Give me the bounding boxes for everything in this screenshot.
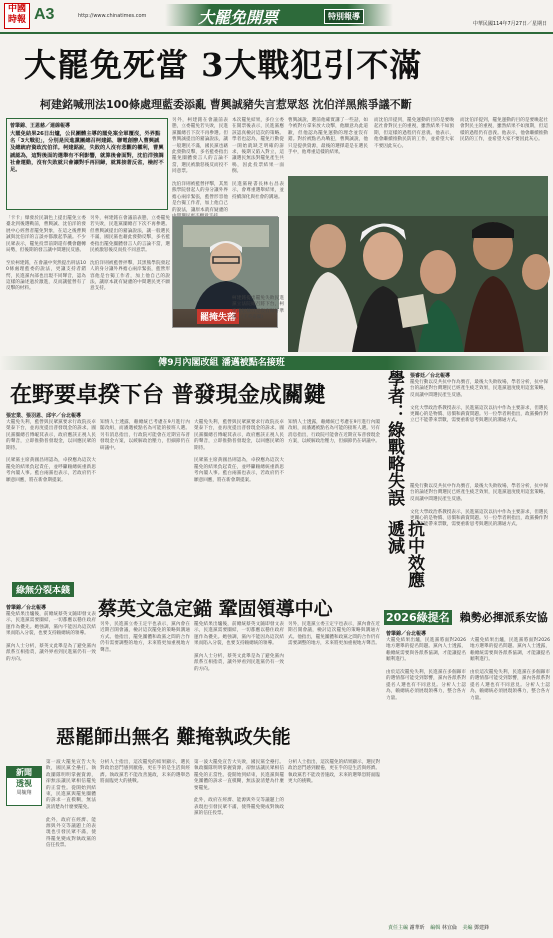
page-number: A3 [34,6,55,23]
villain-badge [6,766,42,806]
logo-line2: 時報 [7,15,26,25]
bluecamp-body-b: 知情人士透露，賴總統已考慮在9月進行內閣改組，而潘邁被點名為可能的接班人選。另有消息指出，行政院可能會在近期宣布普發現金方案，以緩解政治壓力，但細節仍在研議中。 [100,420,190,451]
lead-body-col6: 而沈伯洋提到，罷免運動的目的是要喚起社會對民主的重視，雖然結果不如預期，但這樣的過程仍有意義。他表示，他會繼續推動民防的工作，並希望大家不要因此灰心。 [460,118,548,143]
section-title: 大罷免開票 [198,8,279,27]
lead-body-col1b: 另外，柯建銘在會議前表態，立委罷免若失敗，民進黨團總召下次不再參選。但曹興誠提出的豬論說法，讓一般選民不滿，國民黨也藉此發動反擊，多名藍委指出罷免團體發言人的言論不當，選民被激怒後反而投不同意票。 沈伯洋則被藍營抨擊，其黑熊學院發起人的身分讓外界擔心兩岸緊張，藍營形容他是台獨工作者，加上他自己的說法，讓原本就有疑慮的中間選民更不願意支持。 [90,216,170,292]
photo-caption: 罷掩失落 [197,309,239,324]
lead-body-col4: 曹興誠說，選前他確實講了一些話，如今被對方拿來放大攻擊，他願意為此道歉，但他認為罷免運動的理念並沒有錯。對於被點名為戰犯，曹興誠說，他只是提供資源，最後的選擇還是在選民手中，他尊重這樣的結果。 [288,118,368,156]
lead-headline: 大罷免死當 3大戰犯引不滿 [24,46,423,84]
logo [4,3,30,29]
green-byline: 曾筆錦／台北報導 [6,605,47,611]
bluecamp-banner-text: 傅9月內閣改組 潘邁被點名接班 [158,358,285,368]
badge-line1: 新聞 [7,767,41,778]
bluecamp-headline: 在野要卓揆下台 普發現金成關鍵 [10,382,326,408]
editor-name: 謝華昕 [409,925,425,931]
nomination-headline: 賴勢必揮派系安協 [459,611,548,624]
lead-body-col3: 本次罷免結果，多位立委在開票後表示，民進黨應該認真檢討這次的策略。學者也認為，罷免行動從一開始就缺乏明確的訴求，後期又陷入對立，這讓選民無法對罷免產生共鳴，因此投票結果一面倒。 民進黨秘書長林右昌表示，會尊重選舉結果，並持續深化與社會的溝通。 [232,118,284,200]
lead-byline: 曾筆錦、王恩慈／連線報導 [10,123,71,129]
site-url[interactable]: http://www.chinatimes.com [78,13,147,19]
footer-credits [388,924,548,931]
inset-photo-note: 柯建銘提出罷免失敗民進黨立法院總召將下台，柯建銘堅稱只是沒有做好準備。(王英豪攝) [232,296,284,321]
scholar-body: 罷免行動以反共抗中作為號召，最後大失敗收場，學者分析，抗中保台的論述對台灣選民已經產生疲乏效果，民進黨過度使用這套策略，反而讓中間選民產生反感。 文化大學政治系教授表示，民進黨這次以抗中作為主要訴求，但選民更關心的是物價、房價和薪資問題。另一位學者則指出，政黨操作對立已不能帶來票數，需要重新思考與選民的溝通方式。 [410,380,548,424]
green-subhead: 綠無分裂本錢 [12,582,74,597]
bluecamp-banner [0,356,553,370]
scholar-title-top: 學者：綠戰略失誤 [384,370,404,506]
green-headline: 蔡英文急定錨 鞏固領導中心 [98,598,333,620]
green-body: 罷免結果出爐後，前總統蔡英文隨即發文表示，民進黨需要團結，一切都應以穩住政府運作為優先。她強調，黨內不能因為這次結果而陷入分裂，也要支持賴總統的領導。 黨內人士分析，蔡英文此舉是為了避免黨內派系互相指責，讓外界看到民進黨仍有一致的方向。 [6,612,96,662]
lead-body-col2: 另外，柯建銘在會議前表態，立委罷免若失敗，民進黨團總召下次不再參選。但曹興誠提出的豬論說法，讓一般選民不滿，國民黨也藉此發動反擊，多名藍委指出罷免團體發言人的言論不當，選民被激怒後反而投不同意票。 沈伯洋則被藍營抨擊，其黑熊學院發起人的身分讓外界擔心兩岸緊張，藍營形容他是台獨工作者，加上他自己的說法，讓原本就有疑慮的 [172,118,228,213]
lead-summary: 大罷免結果26日出爐，公民團體主導的罷免案全軍覆沒，外界點名「3大戰犯」，分別是民進黨團總召柯建銘、聯電創辦人曹興誠及總統府資政沈伯洋。柯建銘說，失敗的人沒有悲觀的權利，曹興誠認為，這對後面的選舉有不利影響，就算後會面對，沈伯洋強調社會運動，沒有失敗就只會讓對手再回歸，就算接著反省，檢討不足。 [10,131,164,174]
green-body-b: 另外，民進黨立委王定宇也表示，黨內會在近期召開會議，檢討這次罷免的策略與溝通方式。他指出，罷免團體和政黨之間的合作仍有需要調整的地方，未來將更加重視地方聲音。 [100,622,190,653]
bluecamp-body-d: 知情人士透露，賴總統已考慮在9月進行內閣改組，而潘邁被點名為可能的接班人選。另有消息指出，行政院可能會在近期宣布普發現金方案，以緩解政治壓力，但細節仍在研議中。 [288,420,380,445]
lead-subheadline: 柯建銘喊刑法100條處理藍委添亂 曹興誠豬失言惹眾怒 沈伯洋黑熊爭議不斷 [40,98,412,111]
crowd-photo [288,176,548,352]
lead-summary-box [6,118,168,210]
nomination-byline: 曾筆錦／台北報導 [386,631,427,637]
main-photo [288,176,548,352]
proof-label: 美編 [462,925,473,931]
villain-headline: 惡罷師出無名 難掩執政失能 [56,726,291,748]
scholar-title [384,370,424,604]
green-body-c: 罷免結果出爐後，前總統蔡英文隨即發文表示，民進黨需要團結，一切都應以穩住政府運作為優先。她強調，黨內不能因為這次結果而陷入分裂，也要支持賴總統的領導。 黨內人士分析，蔡英文此舉是為了避免黨內派系互相指責，讓外界看到民進黨仍有一致的方向。 [194,622,284,672]
bluecamp-byline: 張宏業、張羽恩、邱宇／台北報導 [6,413,82,419]
designer-label: 編輯 [430,925,441,931]
villain-body-b: 分析人士指出，這次罷免的結果顯示，選民對政治惡鬥感到厭倦，更在乎的是生活與經濟。執政黨若不能改善施政，未來的選舉恐將面臨更大的挑戰。 [100,760,190,785]
designer-name: 林宜倫 [441,925,457,931]
nomination-headline-row [384,606,550,626]
green-body-d: 另外，民進黨立委王定宇也表示，黨內會在近期召開會議，檢討這次罷免的策略與溝通方式。他指出，罷免團體和政黨之間的合作仍有需要調整的地方，未來將更加重視地方聲音。 [288,622,380,647]
lead-body-col5: 而沈伯洋提到，罷免運動的目的是要喚起社會對民主的重視，雖然結果不如預期，但這樣的過程仍有意義。他表示，他會繼續推動民防的工作，並希望大家不要因此灰心。 [374,118,454,149]
editor-label: 責任主編 [388,925,409,931]
villain-body: 第一波大罷免宣告大失敗，國民黨全壘打。執政團隊明明掌握資源，卻無法讓民眾相信罷免的正當性。從開始到結束，民進黨與罷免團體的訴求一直模糊，無法說清楚為什麼要罷免。 此外，政府在經濟、能源與外交等議題上的表現也引發民眾不滿，使得罷免變成對執政黨的信任投票。 [46,760,96,849]
bluecamp-body: 大罷免失利，藍營與民眾黨要求行政院長卓榮泰下台，並再度提出普發現金的訴求。國民黨團總召傅崐萁表示，政府應該正視人民的聲音，立即推動普發現金，以回應民眾的期待。 民眾黨主席黃國昌則認為，卓揆應為這次大罷免的結果負起責任，並呼籲賴總統重新思考內閣人事。藍白兩黨也表示，若政府仍不願意回應，將在新會期提案。 [6,420,96,483]
villain-body-d: 分析人士指出，這次罷免的結果顯示，選民對政治惡鬥感到厭倦，更在乎的是生活與經濟。執政黨若不能改善施政，未來的選舉恐將面臨更大的挑戰。 [288,760,380,785]
bluecamp-body-c: 大罷免失利，藍營與民眾黨要求行政院長卓榮泰下台，並再度提出普發現金的訴求。國民黨團總召傅崐萁表示，政府應該正視人民的聲音，立即推動普發現金，以回應民眾的期待。 民眾黨主席黃國昌則認為，卓揆應為這次大罷免的結果負起責任，並呼籲賴總統重新思考內閣人事。藍白兩黨也表示，若政府仍不願意回應，將在新會期提案。 [194,420,284,483]
badge-author: 周毓翔 [16,790,32,796]
scholar-byline: 張睿廷／台北報導 [410,373,451,379]
section-badge: 特別報導 [324,9,364,24]
lead-body-col1: 「卡卡」爆發於民調色上提出罷免立委臺北到後選戰前，曹興誠、沈伯洋的發展中心經營者罷免對象，在這之後曹興誠與沈伯洋的言談亦都激起爭議。不少民眾表示，罷免投票前期還有機會翻轉局勢，但後期的發言讓中間選民反感。 至於柯建銘，在會議中突然提出刑法100條處理藍委的說法，更讓支持者錯愕，民進黨內部也出現不同聲音，認為這樣的論述過於激進，反而讓藍營有了反擊的材料。 [6,216,86,292]
nomination-subhead: 2026綠提名 [386,611,450,624]
logo-line1: 中國 [7,4,26,14]
badge-line2: 透視 [16,779,32,788]
nomination-body-b: 大罷免結果出爐，民進黨將面對2026地方選舉的提名問題。黨內人士透露，賴總統需要與各派系協調，才能讓提名順利進行。 由於這次罷免失利，民進黨在多個縣市的選情都可能受到影響，黨內各派系對提名人選也有不同意見。分析人士認為，賴總統必須展現領導力，整合各方力量。 [470,638,550,701]
scholar-title-bottom: 抗中效應遞減 [384,520,424,588]
nomination-body: 大罷免結果出爐，民進黨將面對2026地方選舉的提名問題。黨內人士透露，賴總統需要與各派系協調，才能讓提名順利進行。 由於這次罷免失利，民進黨在多個縣市的選情都可能受到影響，黨內各派系對提名人選也有不同意見。分析人士認為，賴總統必須展現領導力，整合各方力量。 [386,638,466,701]
issue-date: 中華民國114年7月27日／星期日 [472,21,547,27]
masthead [0,0,553,34]
villain-body-c: 第一波大罷免宣告大失敗，國民黨全壘打。執政團隊明明掌握資源，卻無法讓民眾相信罷免的正當性。從開始到結束，民進黨與罷免團體的訴求一直模糊，無法說清楚為什麼要罷免。 此外，政府在經濟、能源與外交等議題上的表現也引發民眾不滿，使得罷免變成對執政黨的信任投票。 [194,760,284,817]
scholar-body-b: 罷免行動以反共抗中作為號召，最後大失敗收場，學者分析，抗中保台的論述對台灣選民已經產生疲乏效果，民進黨過度使用這套策略，反而讓中間選民產生反感。 文化大學政治系教授表示，民進黨這次以抗中作為主要訴求，但選民更關心的是物價、房價和薪資問題。另一位學者則指出，政黨操作對立已不能帶來票數，需要重新思考與選民的溝通方式。 [410,484,548,528]
proof-name: 鄧建鋒 [474,925,490,931]
